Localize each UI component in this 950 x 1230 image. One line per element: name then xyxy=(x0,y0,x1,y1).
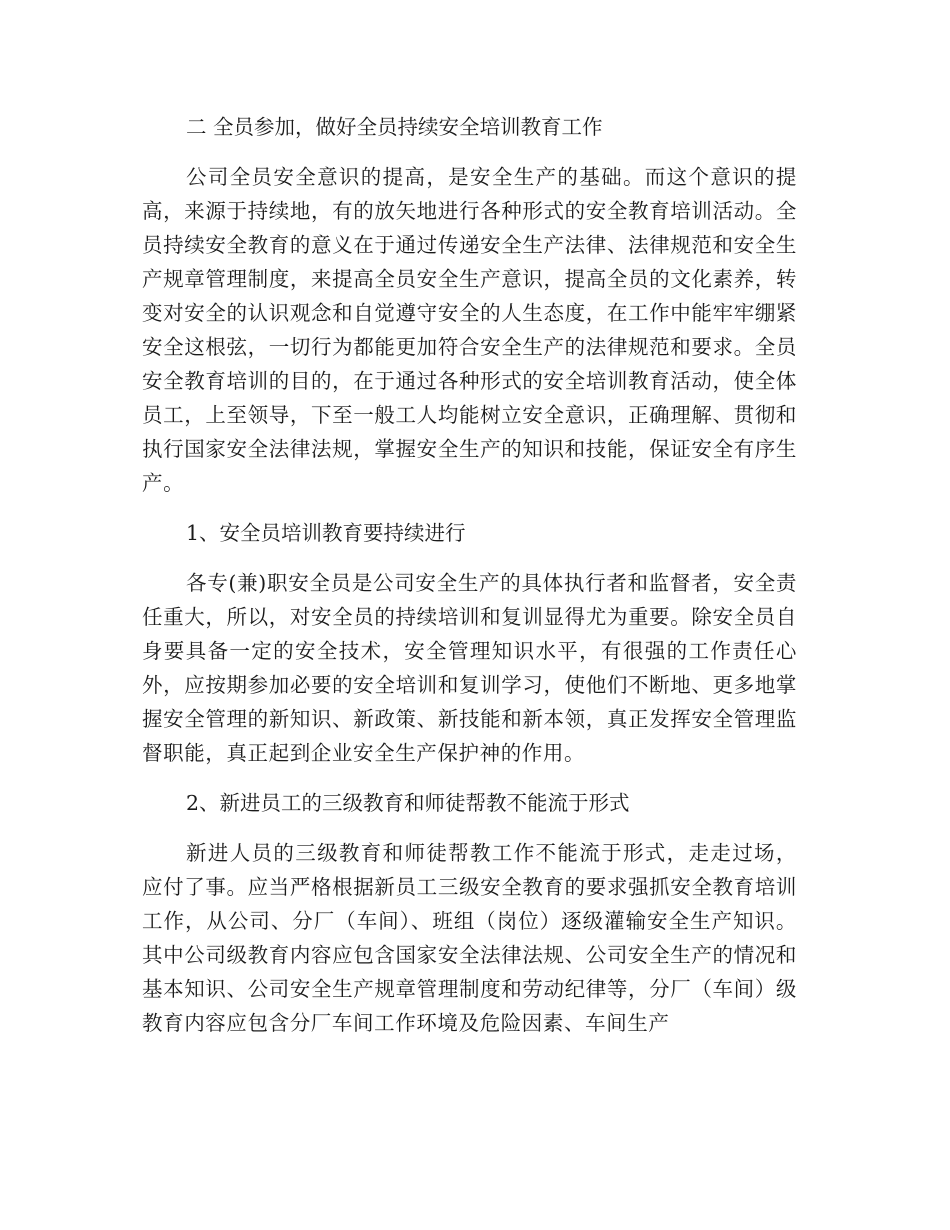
section-heading: 二 全员参加，做好全员持续安全培训教育工作 xyxy=(186,115,603,139)
paragraph-1: 各专(兼)职安全员是公司安全生产的具体执行者和监督者，安全责任重大，所以，对安全员的持续培训和复训显得尤为重要。除安全员自身要具备一定的安全技术，安全管理知识水平，有很强的工作责任心外，应按期参加必要的安全培训和复训学习，使他们不断地、更多地掌握安全管理的新知识、新政策、新技能和新本领，真正发挥安全管理监督职能，真正起到企业安全生产保护神的作用。 xyxy=(142,571,797,765)
subheading-2: 2、新进员工的三级教育和师徒帮教不能流于形式 xyxy=(186,791,630,815)
document-body xyxy=(142,110,797,1056)
paragraph-2: 新进人员的三级教育和师徒帮教工作不能流于形式，走走过场，应付了事。应当严格根据新员工三级安全教育的要求强抓安全教育培训工作，从公司、分厂（车间）、班组（岗位）逐级灌输安全生产知识。其中公司级教育内容应包含国家安全法律法规、公司安全生产的情况和基本知识、公司安全生产规章管理制度和劳动纪律等，分厂（车间）级教育内容应包含分厂车间工作环境及危险因素、车间生产 xyxy=(142,841,797,1035)
subheading-1: 1、安全员培训教育要持续进行 xyxy=(186,521,466,545)
intro-paragraph: 公司全员安全意识的提高，是安全生产的基础。而这个意识的提高，来源于持续地，有的放矢地进行各种形式的安全教育培训活动。全员持续安全教育的意义在于通过传递安全生产法律、法律规范和安全生产规章管理制度，来提高全员安全生产意识，提高全员的文化素养，转变对安全的认识观念和自觉遵守安全的人生态度，在工作中能牢牢绷紧安全这根弦，一切行为都能更加符合安全生产的法律规范和要求。全员安全教育培训的目的，在于通过各种形式的安全培训教育活动，使全体员工，上至领导，下至一般工人均能树立安全意识，正确理解、贯彻和执行国家安全法律法规，掌握安全生产的知识和技能，保证安全有序生产。 xyxy=(142,165,797,495)
